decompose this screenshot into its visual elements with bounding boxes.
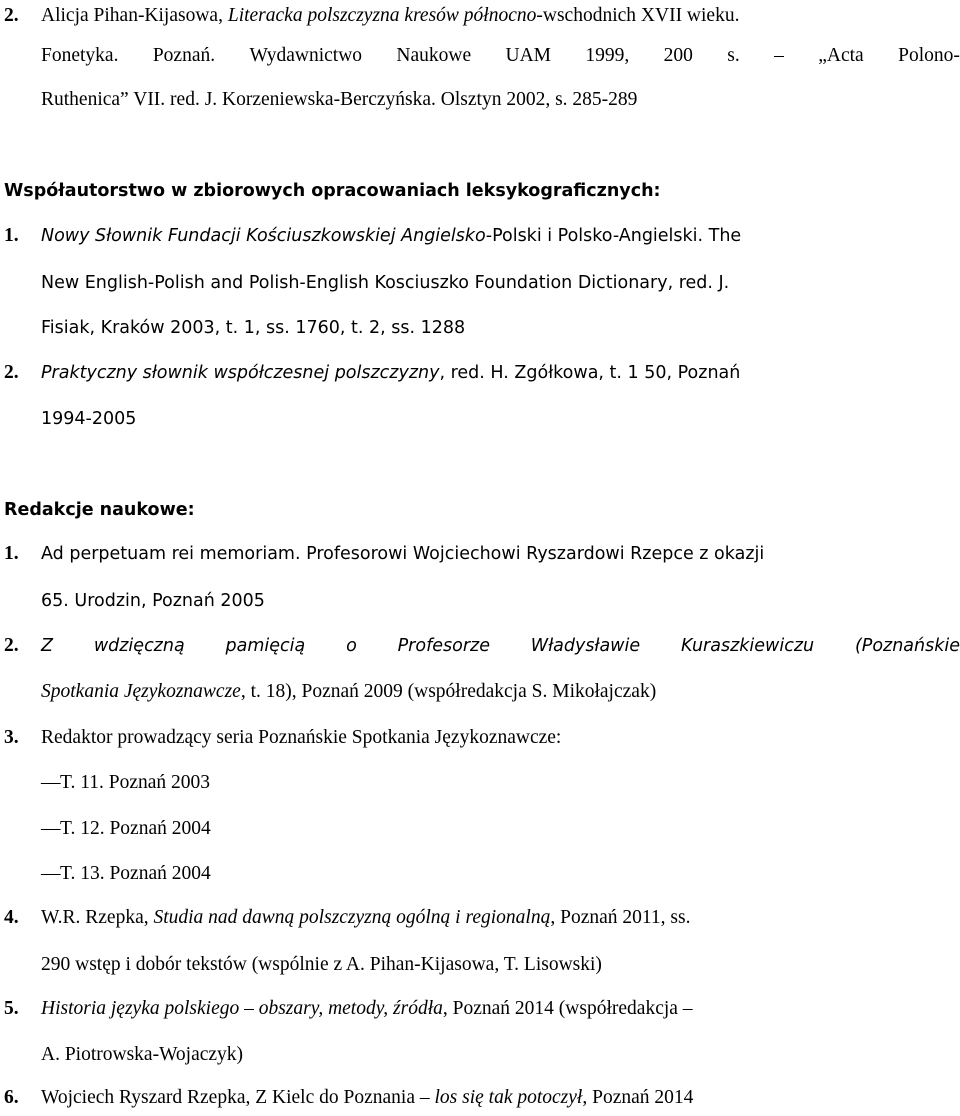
section-heading-editorial: Redakcje naukowe: [4, 500, 195, 520]
editorial-item-2-line-2: Spotkania Językoznawcze, t. 18), Poznań 2009 (współredakcja S. Mikołajczak) [41, 681, 657, 702]
list-number: 2. [4, 5, 19, 26]
earlier-item-2-line-2: Fonetyka. Poznań. Wydawnictwo Naukowe UAM 1999, 200 s. – „Acta Polono- [41, 45, 960, 66]
coauthor-item-2-line-1: 2. Praktyczny słownik współczesnej polszczyzny, red. H. Zgółkowa, t. 1 50, Poznań [4, 362, 741, 383]
editorial-item-1-line-2: 65. Urodzin, Poznań 2005 [41, 591, 265, 611]
book-title-rest: -wschodnich XVII wieku. [536, 5, 740, 26]
coauthor-item-2-line-2: 1994-2005 [41, 409, 137, 429]
volume-list-item: — T. 13. Poznań 2004 [41, 863, 211, 884]
editorial-item-2-line-1: 2. Z wdzięczną pamięcią o Profesorze Władysławie Kuraszkiewiczu (Poznańskie [4, 635, 960, 656]
coauthor-item-1-line-1: 1. Nowy Słownik Fundacji Kościuszkowskiej Angielsko-Polski i Polsko-Angielski. The [4, 225, 742, 246]
dictionary-title: Nowy Słownik Fundacji Kościuszkowskiej Angielsko [41, 226, 486, 246]
dictionary-title: Praktyczny słownik współczesnej polszczyzny [41, 363, 440, 383]
editorial-item-3-line-1: 3. Redaktor prowadzący seria Poznańskie Spotkania Językoznawcze: [4, 727, 562, 748]
editorial-item-5-line-2: A. Piotrowska-Wojaczyk) [41, 1044, 244, 1065]
volume-list-item: — T. 11. Poznań 2003 [41, 772, 211, 793]
coauthor-item-1-line-3: Fisiak, Kraków 2003, t. 1, ss. 1760, t. 2, ss. 1288 [41, 318, 466, 338]
coauthor-item-1-line-2: New English-Polish and Polish-English Kosciuszko Foundation Dictionary, red. J. [41, 273, 730, 293]
earlier-item-2-line-3: Ruthenica” VII. red. J. Korzeniewska-Berczyńska. Olsztyn 2002, s. 285-289 [41, 89, 638, 110]
book-title: Literacka polszczyzna kresów północno [227, 5, 537, 26]
editorial-item-5-line-1: 5. Historia języka polskiego – obszary, metody, źródła, Poznań 2014 (współredakcja – [4, 998, 693, 1019]
volume-list-item: — T. 12. Poznań 2004 [41, 818, 211, 839]
editorial-item-4-line-1: 4. W.R. Rzepka, Studia nad dawną polszczyzną ogólną i regionalną, Poznań 2011, ss. [4, 907, 691, 928]
editorial-item-4-line-2: 290 wstęp i dobór tekstów (wspólnie z A. Pihan-Kijasowa, T. Lisowski) [41, 954, 602, 975]
author: Alicja Pihan-Kijasowa, [41, 5, 228, 26]
editorial-item-1-line-1: 1. Ad perpetuam rei memoriam. Profesorowi Wojciechowi Ryszardowi Rzepce z okazji [4, 543, 765, 564]
section-heading-coauthorship: Współautorstwo w zbiorowych opracowaniach leksykograficznych: [4, 181, 661, 201]
editorial-item-6-line-1: 6. Wojciech Ryszard Rzepka, Z Kielc do Poznania – los się tak potoczył, Poznań 2014 [4, 1087, 694, 1108]
earlier-item-2-line-1 [0, 0, 960, 34]
